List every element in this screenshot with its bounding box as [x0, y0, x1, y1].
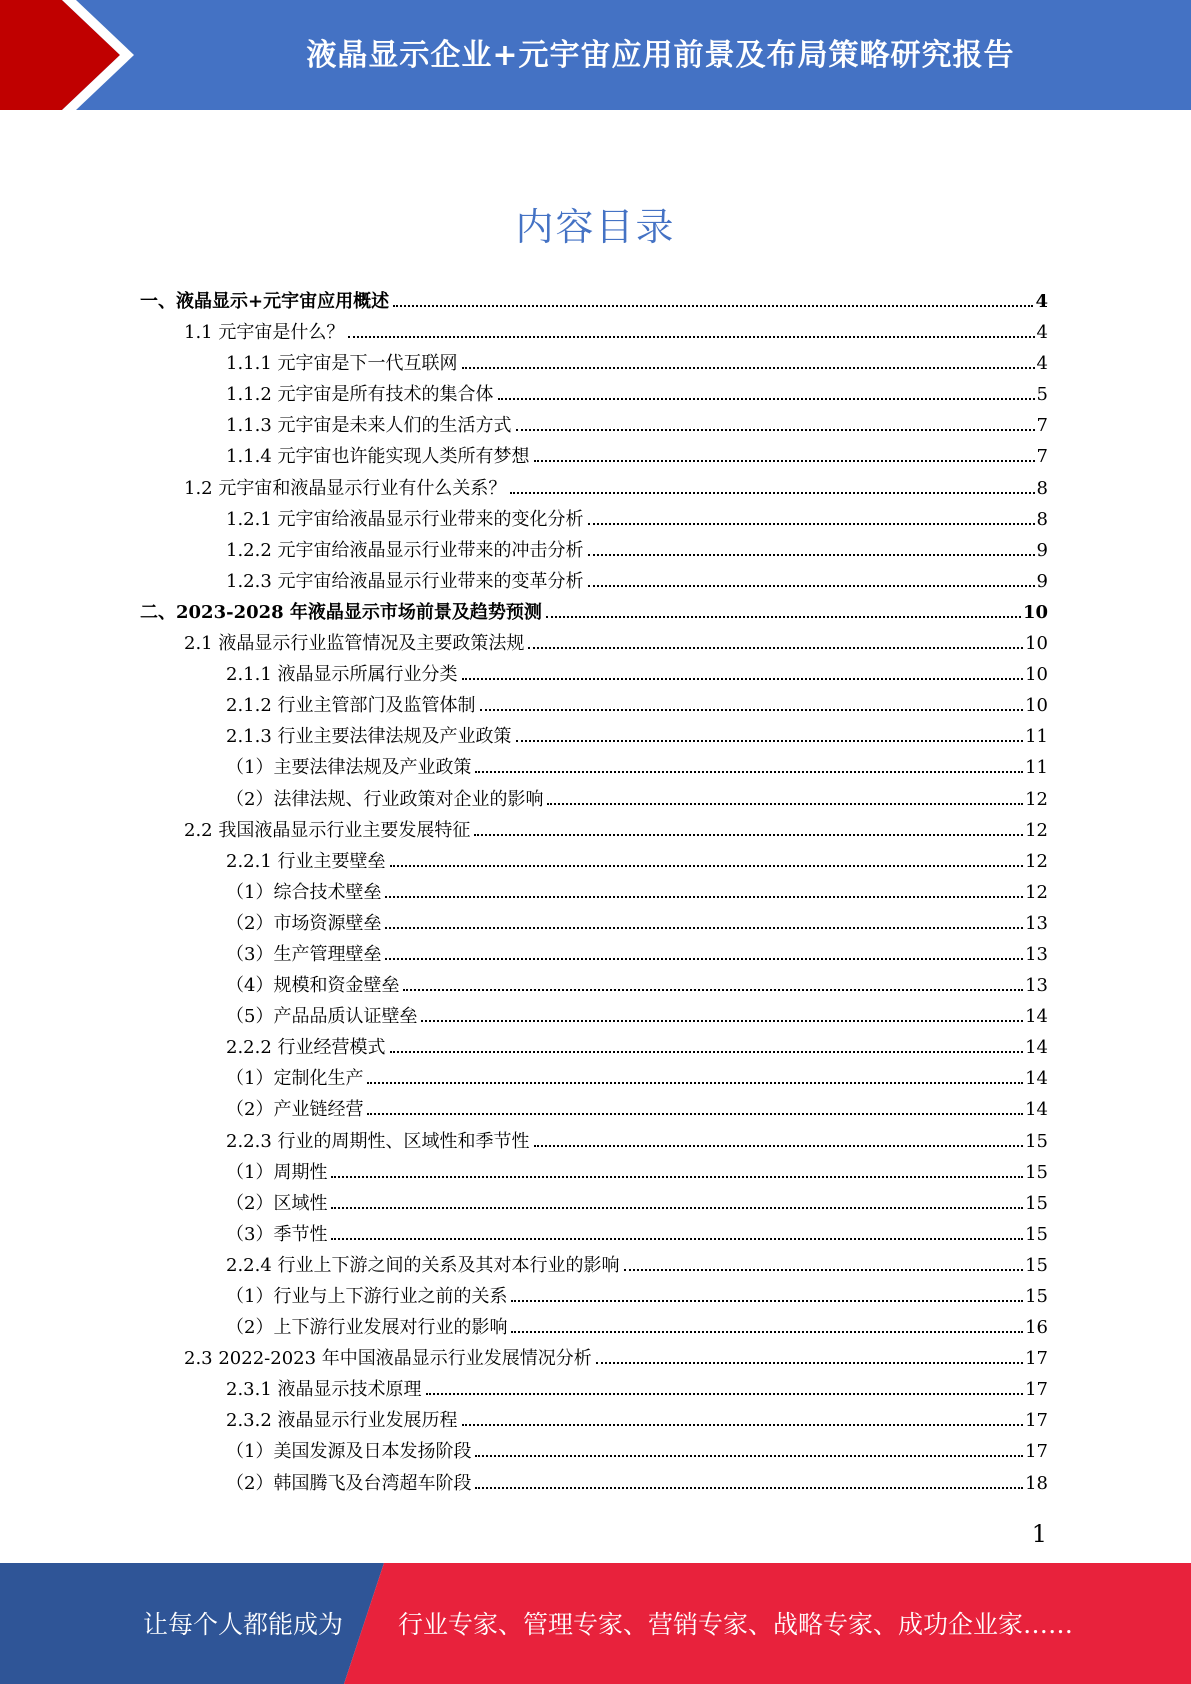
- toc-entry[interactable]: [140, 1094, 1048, 1125]
- toc-entry[interactable]: [140, 410, 1048, 441]
- toc-entry[interactable]: [140, 690, 1048, 721]
- toc-entry[interactable]: [140, 597, 1048, 628]
- table-of-contents: [140, 286, 1048, 1499]
- toc-entry-page: 9: [1036, 570, 1048, 592]
- footer-band: [0, 1563, 1191, 1684]
- toc-entry-page: 15: [1025, 1130, 1048, 1152]
- toc-entry-label: 2.2.1 行业主要壁垒: [226, 850, 386, 872]
- toc-entry-label: （2）产业链经营: [226, 1099, 364, 1121]
- toc-entry-page: 4: [1035, 291, 1048, 312]
- toc-entry-page: 14: [1025, 1099, 1048, 1121]
- toc-leader-dots: [367, 1113, 1023, 1115]
- toc-entry[interactable]: [140, 286, 1048, 317]
- toc-entry-page: 10: [1025, 664, 1048, 686]
- toc-entry-label: （3）生产管理壁垒: [226, 943, 382, 965]
- toc-entry-label: （1）美国发源及日本发扬阶段: [226, 1441, 472, 1463]
- toc-entry[interactable]: [140, 379, 1048, 410]
- toc-entry[interactable]: [140, 1219, 1048, 1250]
- toc-entry-page: 17: [1025, 1379, 1048, 1401]
- toc-leader-dots: [511, 1300, 1023, 1302]
- toc-leader-dots: [331, 1176, 1023, 1178]
- toc-leader-dots: [534, 1145, 1024, 1147]
- toc-entry-label: （5）产品品质认证壁垒: [226, 1006, 418, 1028]
- toc-leader-dots: [390, 1051, 1024, 1053]
- toc-leader-dots: [528, 647, 1023, 649]
- toc-leader-dots: [510, 492, 1034, 494]
- toc-entry-label: 1.2.2 元宇宙给液晶显示行业带来的冲击分析: [226, 539, 584, 561]
- toc-entry-page: 10: [1025, 633, 1048, 655]
- toc-entry-label: （1）综合技术壁垒: [226, 881, 382, 903]
- toc-leader-dots: [516, 740, 1024, 742]
- toc-leader-dots: [624, 1269, 1024, 1271]
- toc-leader-dots: [516, 429, 1035, 431]
- toc-entry[interactable]: [140, 317, 1048, 348]
- toc-leader-dots: [588, 523, 1035, 525]
- toc-entry-label: 1.2.3 元宇宙给液晶显示行业带来的变革分析: [226, 570, 584, 592]
- toc-entry-label: 2.3 2022-2023 年中国液晶显示行业发展情况分析: [184, 1348, 592, 1370]
- toc-entry-label: 2.3.2 液晶显示行业发展历程: [226, 1410, 458, 1432]
- toc-leader-dots: [474, 834, 1023, 836]
- toc-leader-dots: [385, 896, 1023, 898]
- toc-entry-label: （3）季节性: [226, 1223, 328, 1245]
- toc-entry-page: 17: [1025, 1410, 1048, 1432]
- toc-entry-page: 13: [1025, 912, 1048, 934]
- toc-entry-page: 17: [1025, 1348, 1048, 1370]
- toc-entry-page: 14: [1025, 1037, 1048, 1059]
- toc-entry-page: 11: [1025, 757, 1048, 779]
- toc-entry[interactable]: [140, 815, 1048, 846]
- toc-leader-dots: [511, 1331, 1023, 1333]
- toc-entry-label: （2）区域性: [226, 1192, 328, 1214]
- toc-leader-dots: [596, 1362, 1023, 1364]
- toc-leader-dots: [462, 1424, 1024, 1426]
- toc-entry-page: 18: [1025, 1472, 1048, 1494]
- footer-slogan-left: 让每个人都能成为: [143, 1610, 344, 1639]
- toc-leader-dots: [588, 554, 1035, 556]
- toc-leader-dots: [421, 1020, 1023, 1022]
- toc-entry[interactable]: [140, 1436, 1048, 1467]
- toc-entry-page: 11: [1025, 726, 1048, 748]
- report-title: 液晶显示企业+元宇宙应用前景及布局策略研究报告: [306, 38, 1015, 73]
- toc-entry-page: 12: [1025, 819, 1048, 841]
- toc-entry-label: （2）市场资源壁垒: [226, 912, 382, 934]
- toc-entry[interactable]: [140, 1312, 1048, 1343]
- toc-entry[interactable]: [140, 784, 1048, 815]
- toc-leader-dots: [534, 460, 1035, 462]
- toc-leader-dots: [426, 1393, 1024, 1395]
- toc-entry[interactable]: [140, 441, 1048, 472]
- toc-entry-page: 8: [1036, 477, 1048, 499]
- header-red-chevron: [0, 0, 120, 110]
- toc-leader-dots: [390, 865, 1024, 867]
- page-number: 1: [1031, 1520, 1047, 1548]
- toc-entry-label: 1.1.1 元宇宙是下一代互联网: [226, 353, 458, 375]
- toc-entry-label: 1.1 元宇宙是什么？: [184, 322, 345, 344]
- toc-entry[interactable]: [140, 473, 1048, 504]
- toc-entry-label: 1.1.3 元宇宙是未来人们的生活方式: [226, 415, 512, 437]
- toc-entry-label: 二、2023-2028 年液晶显示市场前景及趋势预测: [140, 601, 542, 623]
- toc-leader-dots: [385, 958, 1023, 960]
- toc-leader-dots: [385, 927, 1023, 929]
- toc-entry-page: 13: [1025, 975, 1048, 997]
- toc-entry-label: 2.1.1 液晶显示所属行业分类: [226, 664, 458, 686]
- toc-entry-page: 15: [1025, 1192, 1048, 1214]
- toc-leader-dots: [403, 989, 1023, 991]
- toc-leader-dots: [331, 1207, 1023, 1209]
- toc-entry[interactable]: [140, 1281, 1048, 1312]
- toc-entry[interactable]: [140, 504, 1048, 535]
- toc-entry-page: 12: [1025, 850, 1048, 872]
- toc-entry-label: （1）周期性: [226, 1161, 328, 1183]
- toc-entry-page: 12: [1025, 881, 1048, 903]
- toc-entry-page: 9: [1036, 539, 1048, 561]
- toc-leader-dots: [547, 803, 1023, 805]
- toc-entry-label: 2.1.2 行业主管部门及监管体制: [226, 695, 476, 717]
- toc-entry[interactable]: [140, 348, 1048, 379]
- toc-entry-page: 8: [1036, 508, 1048, 530]
- toc-entry[interactable]: [140, 1063, 1048, 1094]
- toc-entry-page: 12: [1025, 788, 1048, 810]
- toc-entry-label: 1.2.1 元宇宙给液晶显示行业带来的变化分析: [226, 508, 584, 530]
- toc-leader-dots: [367, 1082, 1023, 1084]
- toc-entry-page: 14: [1025, 1006, 1048, 1028]
- toc-entry-page: 16: [1025, 1317, 1048, 1339]
- toc-leader-dots: [348, 336, 1034, 338]
- toc-entry-page: 15: [1025, 1254, 1048, 1276]
- toc-entry-label: （2）上下游行业发展对行业的影响: [226, 1317, 508, 1339]
- toc-entry[interactable]: [140, 970, 1048, 1001]
- toc-leader-dots: [475, 771, 1023, 773]
- toc-entry-page: 10: [1022, 601, 1048, 623]
- toc-leader-dots: [462, 678, 1024, 680]
- toc-entry-page: 14: [1025, 1068, 1048, 1090]
- toc-entry[interactable]: [140, 1343, 1048, 1374]
- toc-entry-label: 1.1.4 元宇宙也许能实现人类所有梦想: [226, 446, 530, 468]
- toc-leader-dots: [546, 616, 1021, 618]
- toc-entry[interactable]: [140, 1188, 1048, 1219]
- toc-leader-dots: [462, 367, 1035, 369]
- toc-entry-label: 1.1.2 元宇宙是所有技术的集合体: [226, 384, 494, 406]
- toc-entry-page: 17: [1025, 1441, 1048, 1463]
- toc-leader-dots: [393, 305, 1033, 307]
- footer-slogan-right: 行业专家、管理专家、营销专家、战略专家、成功企业家……: [398, 1610, 1074, 1639]
- toc-entry[interactable]: [140, 939, 1048, 970]
- toc-entry-label: 一、液晶显示+元宇宙应用概述: [140, 291, 390, 312]
- toc-entry[interactable]: [140, 721, 1048, 752]
- toc-entry[interactable]: [140, 1405, 1048, 1436]
- toc-entry[interactable]: [140, 659, 1048, 690]
- toc-entry-label: （1）主要法律法规及产业政策: [226, 757, 472, 779]
- toc-entry-page: 4: [1036, 353, 1048, 375]
- toc-leader-dots: [331, 1238, 1023, 1240]
- toc-entry-page: 4: [1036, 322, 1048, 344]
- toc-entry-label: 2.1.3 行业主要法律法规及产业政策: [226, 726, 512, 748]
- toc-entry-label: （1）定制化生产: [226, 1068, 364, 1090]
- toc-entry-label: （2）韩国腾飞及台湾超车阶段: [226, 1472, 472, 1494]
- toc-entry-label: 2.2.3 行业的周期性、区域性和季节性: [226, 1130, 530, 1152]
- toc-entry-label: （1）行业与上下游行业之前的关系: [226, 1286, 508, 1307]
- toc-entry[interactable]: [140, 1001, 1048, 1032]
- toc-entry-page: 10: [1025, 695, 1048, 717]
- toc-leader-dots: [480, 709, 1024, 711]
- toc-entry[interactable]: [140, 908, 1048, 939]
- toc-entry-page: 15: [1025, 1161, 1048, 1183]
- toc-entry[interactable]: [140, 1126, 1048, 1157]
- header-band: [0, 0, 1191, 110]
- toc-entry[interactable]: [140, 752, 1048, 783]
- toc-leader-dots: [475, 1455, 1023, 1457]
- toc-leader-dots: [588, 585, 1035, 587]
- toc-entry[interactable]: [140, 1374, 1048, 1405]
- toc-entry-label: 1.2 元宇宙和液晶显示行业有什么关系？: [184, 477, 507, 499]
- toc-heading: 内容目录: [515, 205, 676, 249]
- toc-entry[interactable]: [140, 1250, 1048, 1281]
- toc-entry[interactable]: [140, 877, 1048, 908]
- toc-entry-label: 2.1 液晶显示行业监管情况及主要政策法规: [184, 633, 525, 655]
- toc-entry-label: 2.2.4 行业上下游之间的关系及其对本行业的影响: [226, 1254, 620, 1276]
- toc-entry[interactable]: [140, 846, 1048, 877]
- toc-entry-label: 2.2 我国液晶显示行业主要发展特征: [184, 819, 471, 841]
- toc-entry-label: 2.2.2 行业经营模式: [226, 1037, 386, 1059]
- toc-entry-page: 13: [1025, 943, 1048, 965]
- toc-entry-page: 7: [1036, 446, 1048, 468]
- toc-entry-page: 15: [1025, 1223, 1048, 1245]
- toc-entry[interactable]: [140, 566, 1048, 597]
- toc-entry[interactable]: [140, 1157, 1048, 1188]
- toc-entry-label: （2）法律法规、行业政策对企业的影响: [226, 788, 544, 810]
- toc-entry[interactable]: [140, 535, 1048, 566]
- toc-leader-dots: [475, 1487, 1023, 1489]
- toc-entry-page: 7: [1036, 415, 1048, 437]
- toc-entry[interactable]: [140, 1032, 1048, 1063]
- toc-entry-label: （4）规模和资金壁垒: [226, 975, 400, 997]
- toc-leader-dots: [498, 398, 1035, 400]
- toc-entry-page: 5: [1036, 384, 1048, 406]
- toc-entry-label: 2.3.1 液晶显示技术原理: [226, 1379, 422, 1401]
- toc-entry[interactable]: [140, 1468, 1048, 1499]
- toc-entry-page: 15: [1025, 1286, 1048, 1307]
- toc-entry[interactable]: [140, 628, 1048, 659]
